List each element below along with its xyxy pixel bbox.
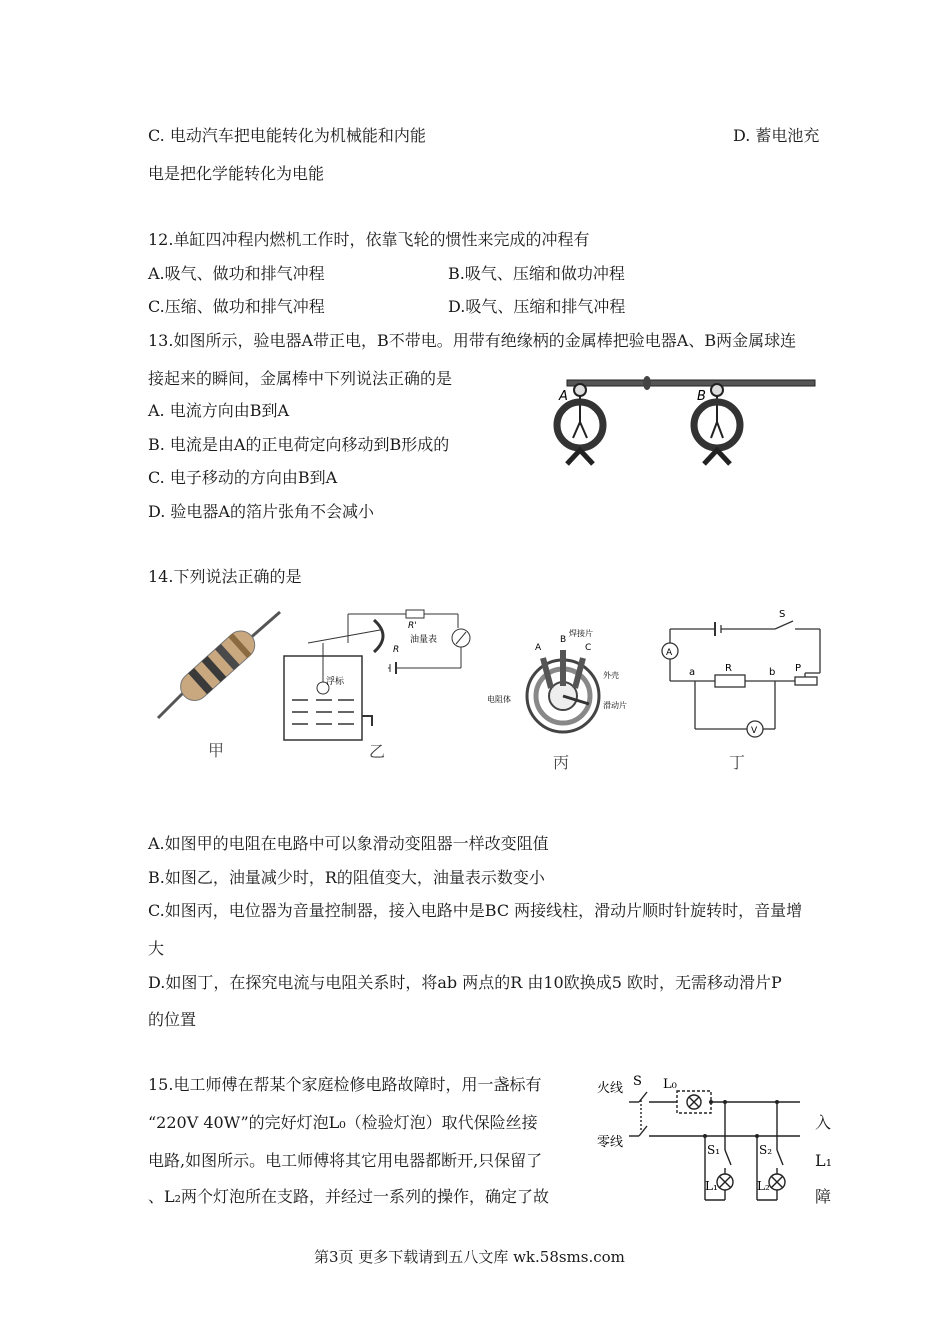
q15-right-fragment-3: 障 <box>815 1187 832 1206</box>
q12-option-c: C.压缩、做功和排气冲程 <box>148 297 325 316</box>
ding-label-r: R <box>725 663 732 674</box>
q14-option-d: D.如图丁，在探究电流与电阻关系时，将ab 两点的R 由10欧换成5 欧时，无需移动滑片P <box>148 973 782 992</box>
pot-label-shell: 外壳 <box>603 671 619 680</box>
q13-option-c: C. 电子移动的方向由B到A <box>148 468 338 487</box>
q13-stem-line2: 接起来的瞬间，金属棒中下列说法正确的是 <box>148 369 453 388</box>
ding-label-s: S <box>779 609 786 620</box>
resistor-figure <box>148 610 288 725</box>
electroscope-figure <box>545 370 835 470</box>
q11-option-d-start: D. 蓄电池充 <box>733 126 820 145</box>
page-footer: 第3页 更多下载请到五八文库 wk.58sms.com <box>314 1248 625 1266</box>
fuel-gauge-figure <box>278 608 478 743</box>
q13-option-d: D. 验电器A的箔片张角不会减小 <box>148 502 374 521</box>
caption-jia: 甲 <box>208 741 225 760</box>
label-fuel-meter: 油量表 <box>410 635 438 645</box>
electroscope-a-label: A <box>559 389 568 404</box>
q14-stem: 14.下列说法正确的是 <box>148 567 302 586</box>
ding-label-a: a <box>689 667 696 678</box>
pot-label-a: A <box>535 643 542 653</box>
electroscope-b <box>694 384 740 464</box>
pot-label-slider: 滑动片 <box>603 701 627 710</box>
pot-label-solder: 焊接片 <box>569 629 593 638</box>
potentiometer-figure <box>485 628 635 738</box>
q13-option-a: A. 电流方向由B到A <box>148 401 290 420</box>
q14-option-c: C.如图丙，电位器为音量控制器，接入电路中是BC 两接线柱，滑动片顺时针旋转时，音量增 <box>148 901 803 920</box>
q12-option-a: A.吸气、做功和排气冲程 <box>148 264 325 283</box>
q14-option-a: A.如图甲的电阻在电路中可以象滑动变阻器一样改变阻值 <box>148 834 549 853</box>
electroscope-a <box>557 384 603 464</box>
label-l2: L₂ <box>757 1179 770 1193</box>
ding-label-voltmeter: V <box>751 726 758 736</box>
label-s1: S₁ <box>707 1143 721 1157</box>
label-float: 浮标 <box>326 677 345 687</box>
label-r-prime: R' <box>408 621 417 631</box>
q15-line1: 15.电工师傅在帮某个家庭检修电路故障时，用一盏标有 <box>148 1075 542 1094</box>
ding-label-ammeter: A <box>666 648 673 658</box>
caption-bing: 丙 <box>553 753 570 772</box>
q12-option-d: D.吸气、压缩和排气冲程 <box>448 297 626 316</box>
caption-ding: 丁 <box>729 753 746 772</box>
label-neutral-wire: 零线 <box>597 1135 624 1150</box>
caption-yi: 乙 <box>369 742 386 761</box>
q12-stem: 12.单缸四冲程内燃机工作时，依靠飞轮的惯性来完成的冲程有 <box>148 230 590 249</box>
ding-circuit-figure <box>655 605 835 750</box>
electroscope-b-label: B <box>697 389 706 404</box>
label-r: R <box>393 645 400 655</box>
q11-option-d-cont: 电是把化学能转化为电能 <box>148 164 325 183</box>
pot-label-b: B <box>560 635 567 645</box>
q15-line2: “220V 40W”的完好灯泡L₀（检验灯泡）取代保险丝接 <box>148 1113 538 1132</box>
label-l0: L₀ <box>663 1077 677 1092</box>
household-circuit-figure <box>595 1070 810 1215</box>
q14-option-b: B.如图乙，油量减少时，R的阻值变大，油量表示数变小 <box>148 868 545 887</box>
label-main-switch: S <box>633 1074 642 1089</box>
pot-label-c: C <box>585 643 592 653</box>
q15-right-fragment-2: L₁ <box>815 1151 833 1170</box>
q11-option-c: C. 电动汽车把电能转化为机械能和内能 <box>148 126 426 145</box>
label-live-wire: 火线 <box>597 1081 624 1096</box>
ding-label-p: P <box>795 663 802 674</box>
label-l1: L₁ <box>705 1179 718 1193</box>
ding-label-b: b <box>769 667 776 678</box>
q13-stem-line1: 13.如图所示，验电器A带正电，B不带电。用带有绝缘柄的金属棒把验电器A、B两金属球连 <box>148 331 797 350</box>
q12-option-b: B.吸气、压缩和做功冲程 <box>448 264 625 283</box>
q13-option-b: B. 电流是由A的正电荷定向移动到B形成的 <box>148 435 450 454</box>
q15-right-fragment-1: 入 <box>815 1113 832 1132</box>
pot-label-body: 电阻体 <box>487 695 511 704</box>
q14-option-d-cont: 的位置 <box>148 1010 197 1029</box>
q15-line3: 电路,如图所示。电工师傅将其它用电器都断开,只保留了 <box>148 1151 543 1170</box>
label-s2: S₂ <box>759 1143 773 1157</box>
q15-line4: 、L₂两个灯泡所在支路，并经过一系列的操作，确定了故 <box>148 1187 550 1206</box>
q14-option-c-cont: 大 <box>148 939 165 958</box>
